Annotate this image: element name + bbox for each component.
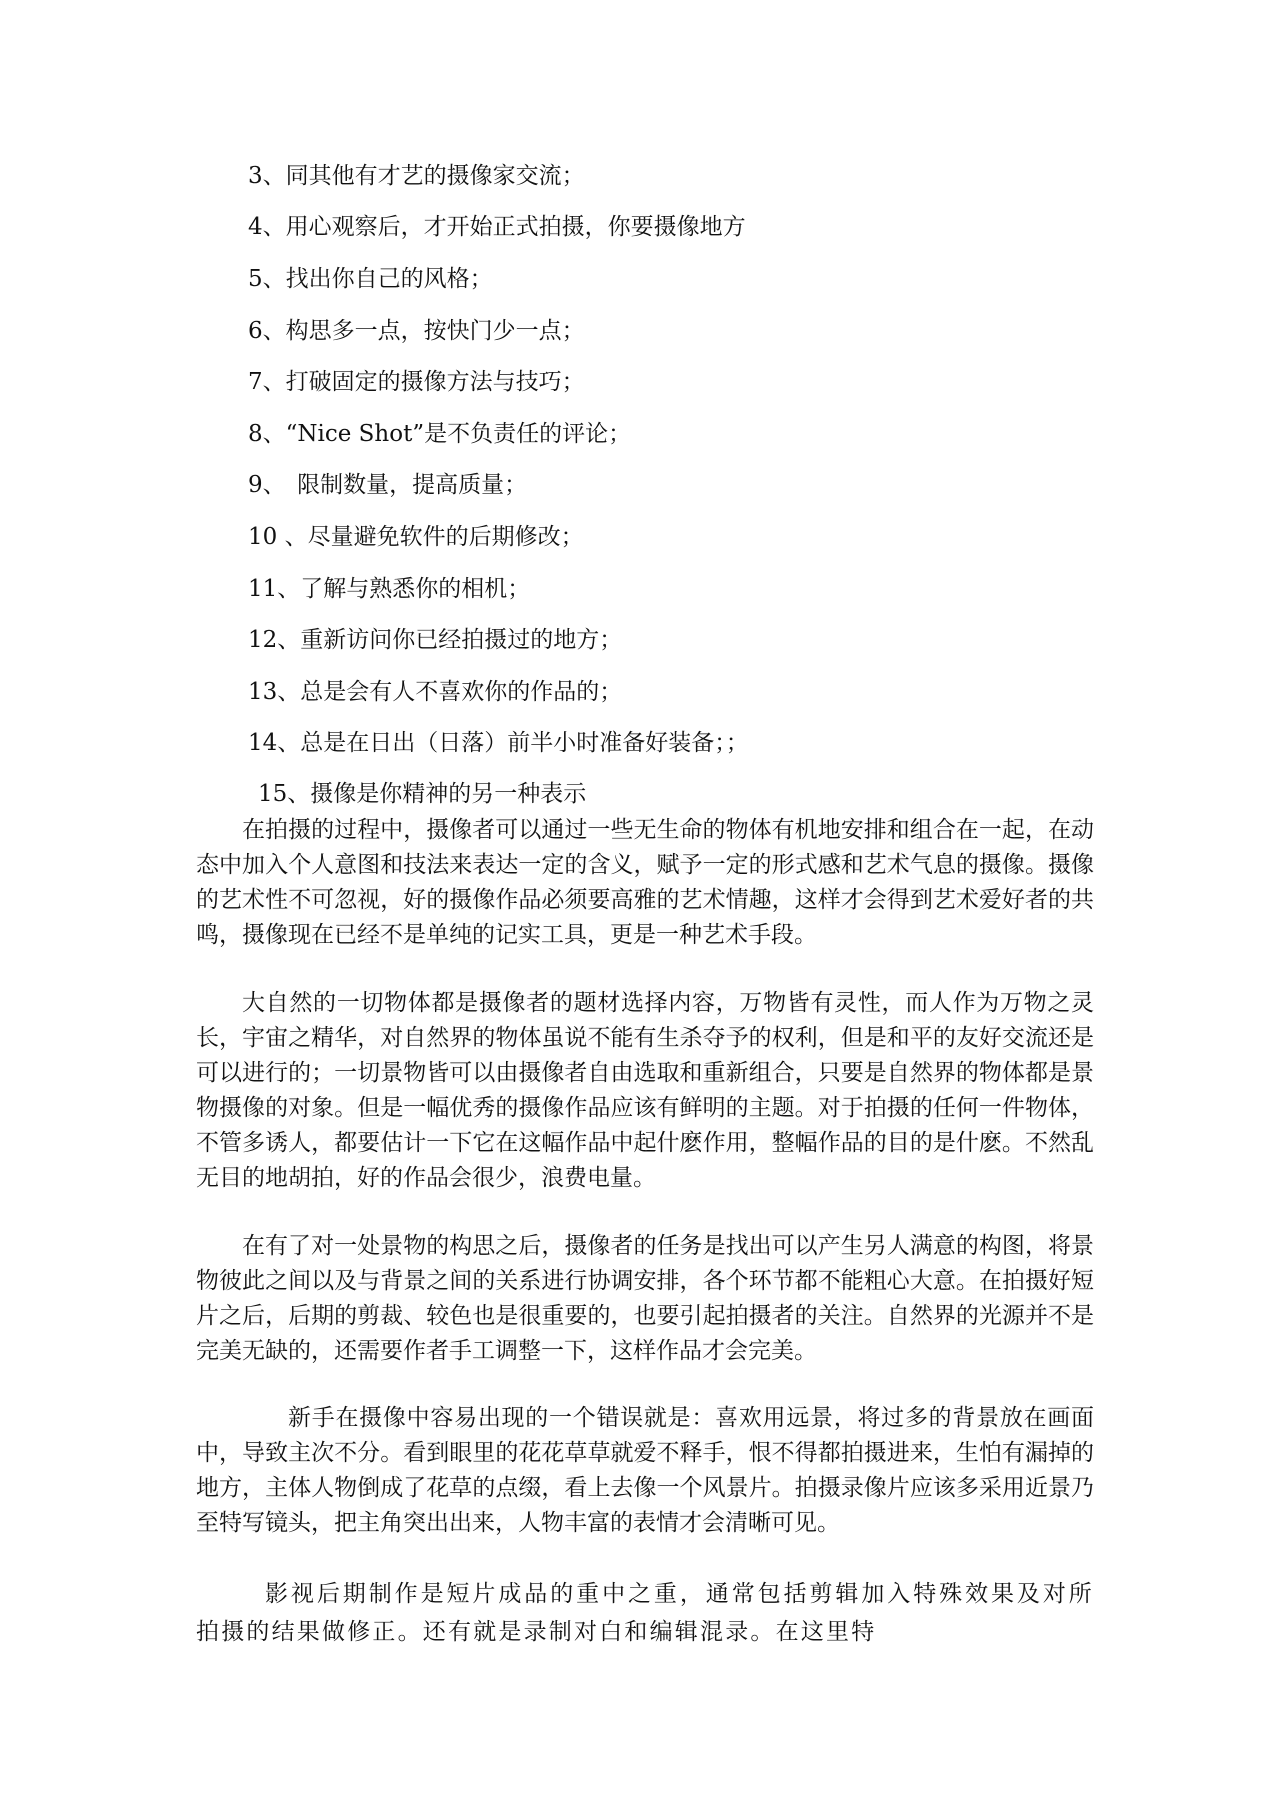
list-item-10: 10 、尽量避免软件的后期修改；: [248, 524, 584, 550]
list-item-4: 4、用心观察后，才开始正式拍摄，你要摄像地方: [248, 214, 746, 240]
paragraph-5: 影视后期制作是短片成品的重中之重，通常包括剪辑加入特殊效果及对所拍摄的结果做修正。还有就是录制对白和编辑混录。在这里特: [196, 1581, 1094, 1645]
list-item-5: 5、找出你自己的风格；: [248, 266, 493, 292]
paragraph-4: 新手在摄像中容易出现的一个错误就是：喜欢用远景，将过多的背景放在画面中，导致主次不分。看到眼里的花花草草就爱不释手，恨不得都拍摄进来，生怕有漏掉的地方，主体人物倒成了花草的点缀，看上去像一个风景片。拍摄录像片应该多采用近景乃至特写镜头，把主角突出出来，人物丰富的表情才会清晰可见。: [196, 1405, 1094, 1536]
list-item-14: 14、总是在日出（日落）前半小时准备好装备；；: [248, 730, 749, 756]
list-item-13: 13、总是会有人不喜欢你的作品的；: [248, 679, 623, 705]
list-item-15: 15、摄像是你精神的另一种表示: [258, 781, 587, 807]
paragraph-2: 大自然的一切物体都是摄像者的题材选择内容，万物皆有灵性，而人作为万物之灵长，宇宙之精华，对自然界的物体虽说不能有生杀夺予的权利，但是和平的友好交流还是可以进行的；一切景物皆可以由摄像者自由选取和重新组合，只要是自然界的物体都是景物摄像的对象。但是一幅优秀的摄像作品应该有鲜明的主题。对于拍摄的任何一件物体，不管多诱人，都要估计一下它在这幅作品中起什麽作用，整幅作品的目的是什麽。不然乱无目的地胡拍，好的作品会很少，浪费电量。: [196, 990, 1094, 1191]
paragraph-1: 在拍摄的过程中，摄像者可以通过一些无生命的物体有机地安排和组合在一起，在动态中加入个人意图和技法来表达一定的含义，赋予一定的形式感和艺术气息的摄像。摄像的艺术性不可忽视，好的摄像作品必须要高雅的艺术情趣，这样才会得到艺术爱好者的共鸣，摄像现在已经不是单纯的记实工具，更是一种艺术手段。: [196, 817, 1094, 948]
list-item-8: 8、“Nice Shot”是不负责任的评论；: [248, 421, 632, 447]
list-item-9: 9、 限制数量，提高质量；: [248, 472, 528, 498]
list-item-11: 11、了解与熟悉你的相机；: [248, 576, 531, 602]
list-item-6: 6、构思多一点，按快门少一点；: [248, 318, 585, 344]
paragraph-3: 在有了对一处景物的构思之后，摄像者的任务是找出可以产生另人满意的构图，将景物彼此之间以及与背景之间的关系进行协调安排，各个环节都不能粗心大意。在拍摄好短片之后，后期的剪裁、较色也是很重要的，也要引起拍摄者的关注。自然界的光源并不是完美无缺的，还需要作者手工调整一下，这样作品才会完美。: [196, 1233, 1094, 1364]
list-item-3: 3、同其他有才艺的摄像家交流；: [248, 163, 585, 189]
list-item-12: 12、重新访问你已经拍摄过的地方；: [248, 627, 623, 653]
list-item-7: 7、打破固定的摄像方法与技巧；: [248, 369, 585, 395]
